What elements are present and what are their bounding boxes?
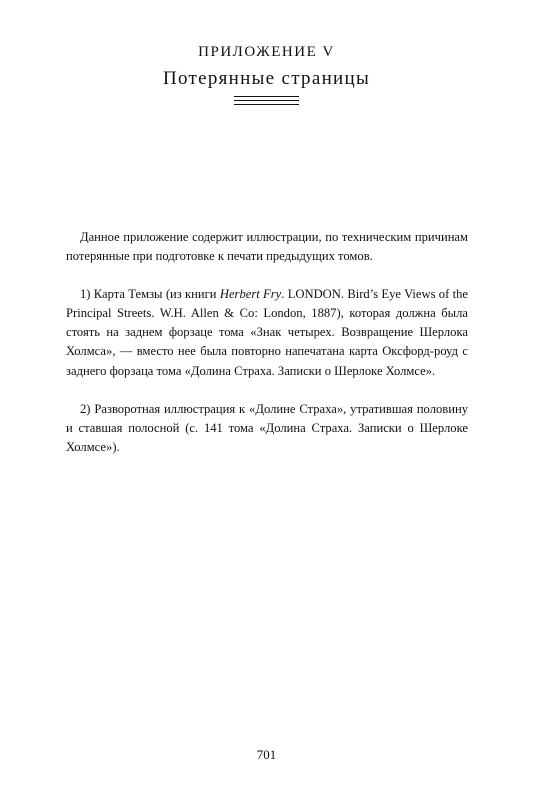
item-2-paragraph: 2) Разворотная иллюстрация к «Долине Страха», утратившая половину и ставшая полосной (с. 141 тома «Долина Страха. Записки о Шерлоке Холмсе»). bbox=[66, 401, 468, 454]
title-rule-bottom bbox=[234, 104, 299, 105]
item-1-rest: . LONDON. Bird’s Eye Views of the Principal Streets. W.H. Allen & Co: London, 1887), которая должна была стоять на заднем форзаце тома «Знак четырех. Возвращение Шерлока Холмса», — вместо нее была повторно напечатана карта Оксфорд-роуд с заднего форзаца тома «Долина Страха. Записки о Шерлоке Холмсе». bbox=[66, 287, 468, 378]
title-rule-top bbox=[234, 96, 299, 97]
item-1-lead: 1) Карта Темзы (из книги bbox=[80, 287, 220, 302]
page-number: 701 bbox=[256, 747, 277, 762]
item-1-author: Herbert Fry bbox=[219, 287, 282, 302]
item-1-paragraph bbox=[66, 285, 468, 380]
body-text bbox=[66, 228, 468, 476]
intro-paragraph: Данное приложение содержит иллюстрации, по техническим причинам потерянные при подготовке к печати предыдущих томов. bbox=[66, 230, 468, 264]
title-rule-middle bbox=[234, 100, 299, 101]
appendix-title: Потерянные страницы bbox=[162, 68, 371, 89]
appendix-label: ПРИЛОЖЕНИЕ V bbox=[198, 44, 335, 60]
